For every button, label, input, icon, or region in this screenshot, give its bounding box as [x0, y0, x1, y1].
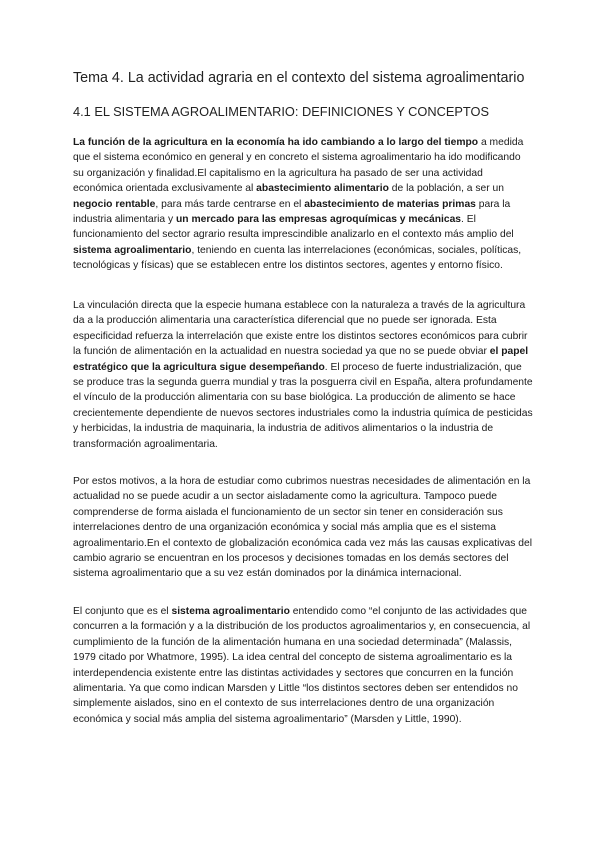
text-run: . El proceso de fuerte industrialización, que se produce tras la segunda guerra mundial y tras la posguerra civil en España, altera profundamente el vínculo de la producción alimentaria con su base biológica. La producción de alimento se hace crecientemente dependiente de nuevos sectores industriales como la industria química de pesticidas y herbicidas, la industria de maquinaria, la industria de aditivos alimentarios o la industria de transformación agroalimentaria.	[73, 361, 533, 450]
section-heading: 4.1 EL SISTEMA AGROALIMENTARIO: DEFINICIONES Y CONCEPTOS	[73, 104, 490, 119]
document-title: Tema 4. La actividad agraria en el contexto del sistema agroalimentario	[73, 70, 525, 86]
bold-text-run: un mercado para las empresas agroquímicas y mecánicas	[176, 214, 462, 226]
paragraph	[73, 135, 533, 274]
paragraph	[73, 298, 533, 452]
bold-text-run: negocio rentable	[73, 198, 156, 210]
text-run: , teniendo en cuenta las interrelaciones (económicas, sociales, políticas, tecnológicas y físicas) que se establecen entre los distintos sectores, agentes y entorno físico.	[73, 244, 522, 272]
text-run: , para más tarde centrarse en el	[155, 198, 305, 210]
text-run: La vinculación directa que la especie humana establece con la naturaleza a través de la agricultura da a la producción alimentaria una característica diferencial que no puede ser ignorada. Esta especificidad refuerza la interrelación que existe entre los distintos sectores económicos para cubrir la función de alimentación en la actualidad en nuestra sociedad ya que no se puede obviar	[73, 300, 528, 358]
bold-text-run: sistema agroalimentario	[73, 244, 192, 256]
text-run: para la industria alimentaria y	[73, 198, 511, 226]
text-run: de la población, a ser un	[388, 183, 504, 195]
text-run: . El funcionamiento del sector agrario resulta imprescindible analizarlo en el contexto más amplio del	[73, 214, 514, 241]
bold-text-run: abastecimiento alimentario	[256, 183, 389, 195]
text-run: a medida que el sistema económico en general y en concreto el sistema agroalimentario ha ido modificando su organización y finalidad.El capitalismo en la agricultura ha pasado de ser una actividad económica orientada exclusivamente al	[73, 137, 524, 195]
text-run: Por estos motivos, a la hora de estudiar como cubrimos nuestras necesidades de alimentación en la actualidad no se puede acudir a un sector aisladamente como la agricultura. Tampoco puede comprenderse de forma aislada el funcionamiento de un sector sin tener en consideración sus interrelaciones dentro de una organización económica y social más amplia que es el sistema agroalimentario.En el contexto de globalización económica cada vez más las causas explicativas del cambio agrario se encuentran en los procesos y decisiones tomadas en los demás sectores del sistema agroalimentario que a su vez están dominados por la dinámica internacional.	[73, 476, 533, 580]
text-run: entendido como “el conjunto de las actividades que concurren a la formación y a la distribución de los productos agroalimentarios y, en consecuencia, al cumplimiento de la función de la alimentación humana en una sociedad determinada” (Malassis, 1979 citado por Whatmore, 1995). La idea central del concepto de sistema agroalimentario es la interdependencia existente entre las distintas actividades y sectores que concurren en la función alimentaria. Ya que como indican Marsden y Little “los distintos sectores deben ser entendidos no simplemente aislados, sino en el contexto de sus interrelaciones dentro de una organización económica y social más amplia del sistema agroalimentario” (Marsden y Little, 1990).	[73, 606, 531, 725]
paragraph	[73, 604, 533, 727]
bold-text-run: sistema agroalimentario	[171, 606, 290, 617]
bold-text-run: abastecimiento de materias primas	[304, 198, 476, 210]
paragraph	[73, 474, 533, 582]
bold-text-run: el papel estratégico que la agricultura sigue desempeñando	[73, 346, 529, 373]
text-run: El conjunto que es el	[73, 606, 172, 617]
bold-text-run: La función de la agricultura en la economía ha ido cambiando a lo largo del tiempo	[73, 137, 479, 148]
